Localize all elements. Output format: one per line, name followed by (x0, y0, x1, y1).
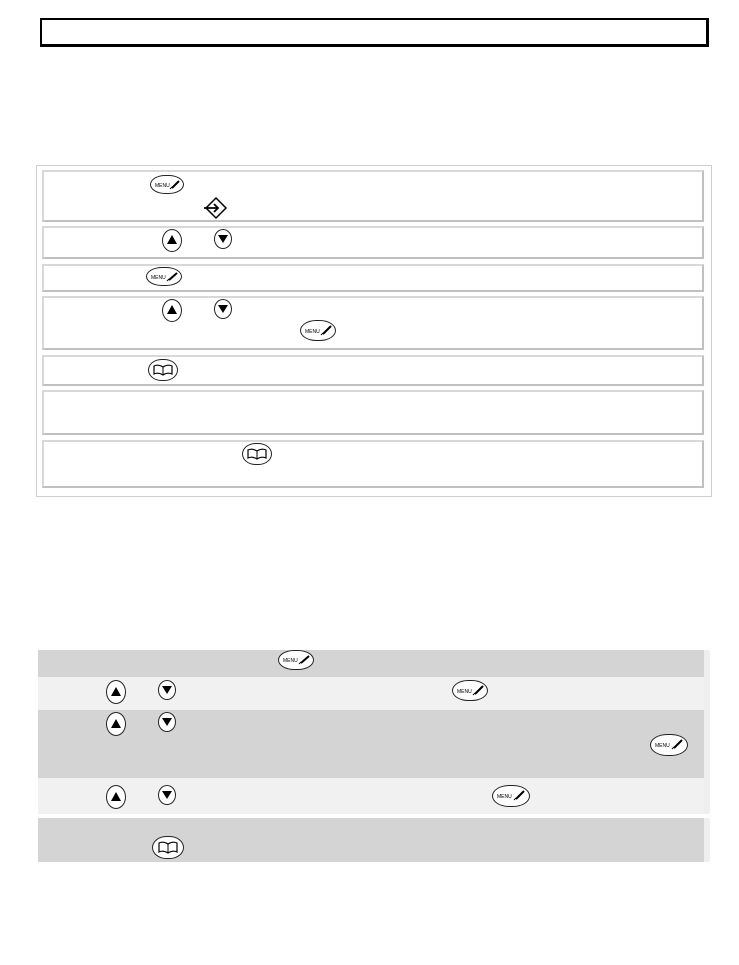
step-a-2 (42, 226, 704, 259)
menu-key-icon (492, 785, 530, 807)
svg-text:MENU: MENU (497, 794, 512, 800)
down-arrow-key-icon (214, 299, 232, 319)
phonebook-key-icon (242, 443, 272, 465)
menu-key-icon (650, 734, 688, 756)
svg-text:MENU: MENU (283, 658, 298, 664)
step-a-1 (42, 170, 704, 222)
svg-text:MENU: MENU (305, 329, 320, 335)
menu-key-icon (452, 680, 488, 701)
svg-text:MENU: MENU (155, 183, 170, 189)
down-arrow-key-icon (214, 229, 232, 249)
svg-text:MENU: MENU (655, 743, 670, 749)
svg-text:MENU: MENU (457, 689, 472, 695)
step-b-4 (38, 778, 710, 814)
step-b-3 (38, 710, 710, 778)
step-a-3 (42, 264, 704, 292)
up-arrow-key-icon (106, 712, 126, 736)
up-arrow-key-icon (106, 785, 126, 809)
menu-key-icon (300, 320, 336, 341)
phonebook-key-icon (148, 359, 178, 381)
menu-key-icon (278, 650, 314, 670)
down-arrow-key-icon (158, 680, 176, 700)
step-a-6 (42, 390, 704, 435)
up-arrow-key-icon (106, 680, 126, 704)
menu-key-icon (146, 267, 182, 286)
step-b-2 (38, 677, 710, 710)
up-arrow-key-icon (162, 299, 182, 322)
svg-text:MENU: MENU (151, 275, 166, 281)
menu-key-icon (150, 175, 184, 194)
down-arrow-key-icon (158, 785, 176, 805)
step-a-4 (42, 296, 704, 350)
phonebook-key-icon (152, 836, 184, 859)
step-a-7 (42, 440, 704, 488)
enter-arrow-icon (204, 196, 228, 220)
up-arrow-key-icon (162, 229, 182, 252)
step-b-5 (38, 818, 710, 862)
step-a-5 (42, 355, 704, 386)
down-arrow-key-icon (158, 712, 176, 732)
page-header-bar (40, 18, 709, 47)
step-b-1 (38, 650, 710, 677)
